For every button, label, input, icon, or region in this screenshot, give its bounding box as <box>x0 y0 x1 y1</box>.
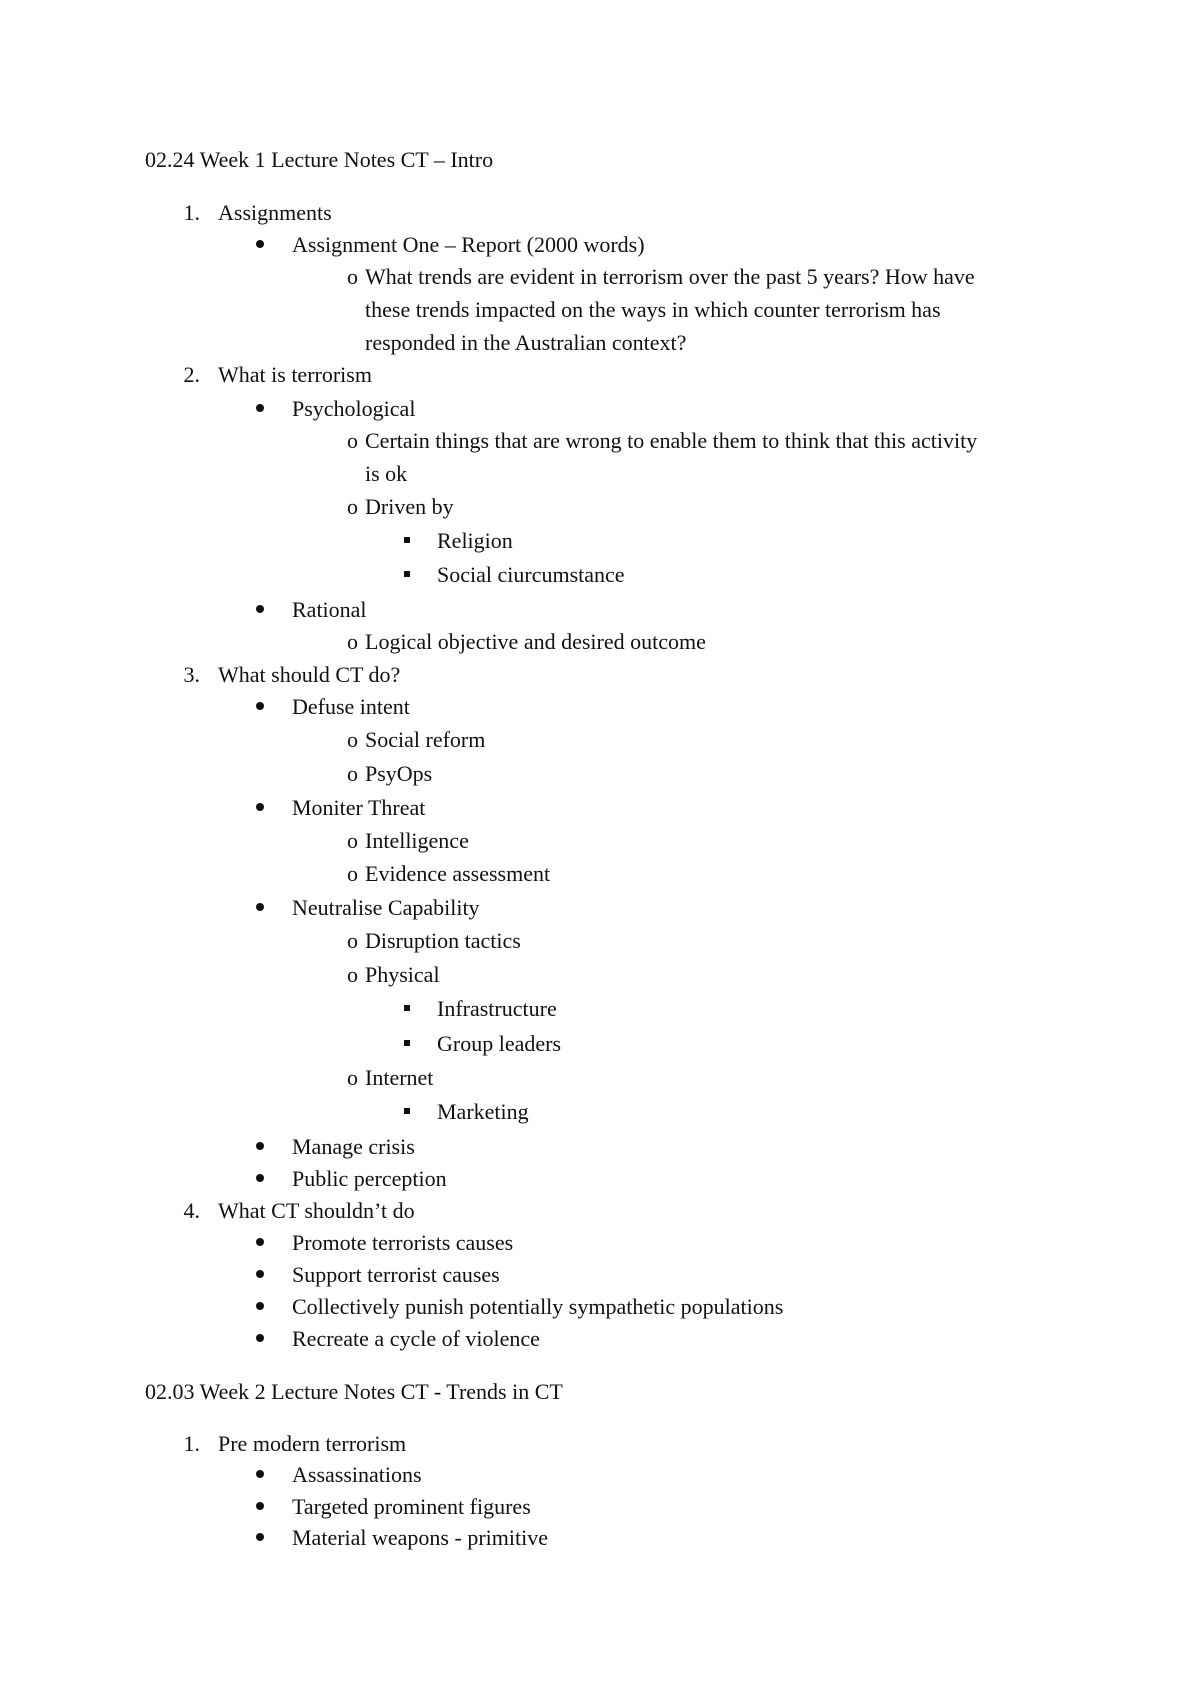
bullet-icon <box>256 1470 264 1478</box>
circle-bullet-icon: o <box>347 761 358 786</box>
circle-bullet-icon: o <box>347 962 358 987</box>
bullet-icon <box>256 1533 264 1541</box>
list-item-label: Physical <box>365 962 440 987</box>
list-item-label: Certain things that are wrong to enable them to think that this activity <box>365 428 978 453</box>
list-item-label: What should CT do? <box>218 662 401 687</box>
list-item-label: Assignment One – Report (2000 words) <box>292 232 645 257</box>
list-item-label: Material weapons - primitive <box>292 1525 548 1550</box>
list-item-label: Assignments <box>218 200 332 225</box>
list-item-label: Marketing <box>437 1099 529 1124</box>
list-item-label: Psychological <box>292 396 416 421</box>
bullet-icon <box>256 1270 264 1278</box>
circle-bullet-icon: o <box>347 861 358 886</box>
bullet-icon <box>256 1142 264 1150</box>
bullet-icon <box>256 240 264 248</box>
bullet-icon <box>256 605 264 613</box>
list-item-label: Pre modern terrorism <box>218 1431 407 1456</box>
list-item-label: Intelligence <box>365 828 469 853</box>
list-item-label: Internet <box>365 1065 434 1090</box>
list-item-label: Logical objective and desired outcome <box>365 629 706 654</box>
bullet-icon <box>256 404 264 412</box>
list-item-label: What CT shouldn’t do <box>218 1198 415 1223</box>
list-item-label: Rational <box>292 597 367 622</box>
list-item-label: Infrastructure <box>437 996 557 1021</box>
document-page: 02.24 Week 1 Lecture Notes CT – Intro 1. Assignments Assignment One – Report (2000 words) o What trends are evident in terrorism over the past 5 years? How have these trends impacted on the ways in which counter terrorism has responded in the Australian context? 2. What is terrorism Psychological o Certain things that are wrong to enable them to think that this activity is ok o Driven by Religion Social ciurcumstance Rational o Logical objective and desired outcome 3. What should CT do? Defuse intent o Social reform o PsyOps Moniter Threat o Intelligence o Evidence assessment Neutralise Capability o Disruption tactics o Physical Infrastructure Group leaders o Internet Marketing Manage crisis Public perception 4. What CT shouldn’t do Promote terrorists causes Support terrorist causes Collectively punish potentially sympathetic populations Recreate a cycle of violence 02.03 Week 2 Lecture Notes CT - Trends in CT 1. Pre modern terrorism Assassinations Targeted prominent figures Material weapons - primitive <box>145 147 978 1550</box>
list-item-label: Neutralise Capability <box>292 895 480 920</box>
bullet-icon <box>256 803 264 811</box>
circle-bullet-icon: o <box>347 928 358 953</box>
list-item-label: Social reform <box>365 727 486 752</box>
list-item-label: Driven by <box>365 494 454 519</box>
list-item-label: these trends impacted on the ways in which counter terrorism has <box>365 297 941 322</box>
list-item-label: Promote terrorists causes <box>292 1230 514 1255</box>
week2-heading: 02.03 Week 2 Lecture Notes CT - Trends in CT <box>145 1379 563 1404</box>
list-item-label: Religion <box>437 528 513 553</box>
square-bullet-icon <box>404 1040 410 1046</box>
list-item-label: Evidence assessment <box>365 861 551 886</box>
list-item-label: Targeted prominent figures <box>292 1494 531 1519</box>
circle-bullet-icon: o <box>347 264 358 289</box>
bullet-icon <box>256 702 264 710</box>
bullet-icon <box>256 1334 264 1342</box>
list-item-label: Recreate a cycle of violence <box>292 1326 540 1351</box>
list-item-label: Manage crisis <box>292 1134 415 1159</box>
circle-bullet-icon: o <box>347 428 358 453</box>
week1-heading: 02.24 Week 1 Lecture Notes CT – Intro <box>145 147 494 172</box>
bullet-icon <box>256 1238 264 1246</box>
list-item-label: PsyOps <box>365 761 433 786</box>
bullet-icon <box>256 903 264 911</box>
square-bullet-icon <box>404 1108 410 1114</box>
list-item-label: Defuse intent <box>292 694 410 719</box>
circle-bullet-icon: o <box>347 1065 358 1090</box>
list-item-label: Assassinations <box>292 1462 422 1487</box>
list-item-label: Support terrorist causes <box>292 1262 500 1287</box>
square-bullet-icon <box>404 537 410 543</box>
circle-bullet-icon: o <box>347 828 358 853</box>
list-item-label: Collectively punish potentially sympathetic populations <box>292 1294 784 1319</box>
list-item-label: What is terrorism <box>218 362 372 387</box>
list-item-label: is ok <box>365 461 408 486</box>
bullet-icon <box>256 1174 264 1182</box>
list-item-label: What trends are evident in terrorism over the past 5 years? How have <box>365 264 975 289</box>
circle-bullet-icon: o <box>347 629 358 654</box>
list-item-label: Group leaders <box>437 1031 562 1056</box>
list-item-label: Public perception <box>292 1166 447 1191</box>
square-bullet-icon <box>404 1005 410 1011</box>
bullet-icon <box>256 1302 264 1310</box>
list-item-label: Moniter Threat <box>292 795 426 820</box>
circle-bullet-icon: o <box>347 727 358 752</box>
square-bullet-icon <box>404 571 410 577</box>
list-item-label: Social ciurcumstance <box>437 562 625 587</box>
list-item-label: Disruption tactics <box>365 928 521 953</box>
circle-bullet-icon: o <box>347 494 358 519</box>
list-item-label: responded in the Australian context? <box>365 330 687 355</box>
bullet-icon <box>256 1502 264 1510</box>
